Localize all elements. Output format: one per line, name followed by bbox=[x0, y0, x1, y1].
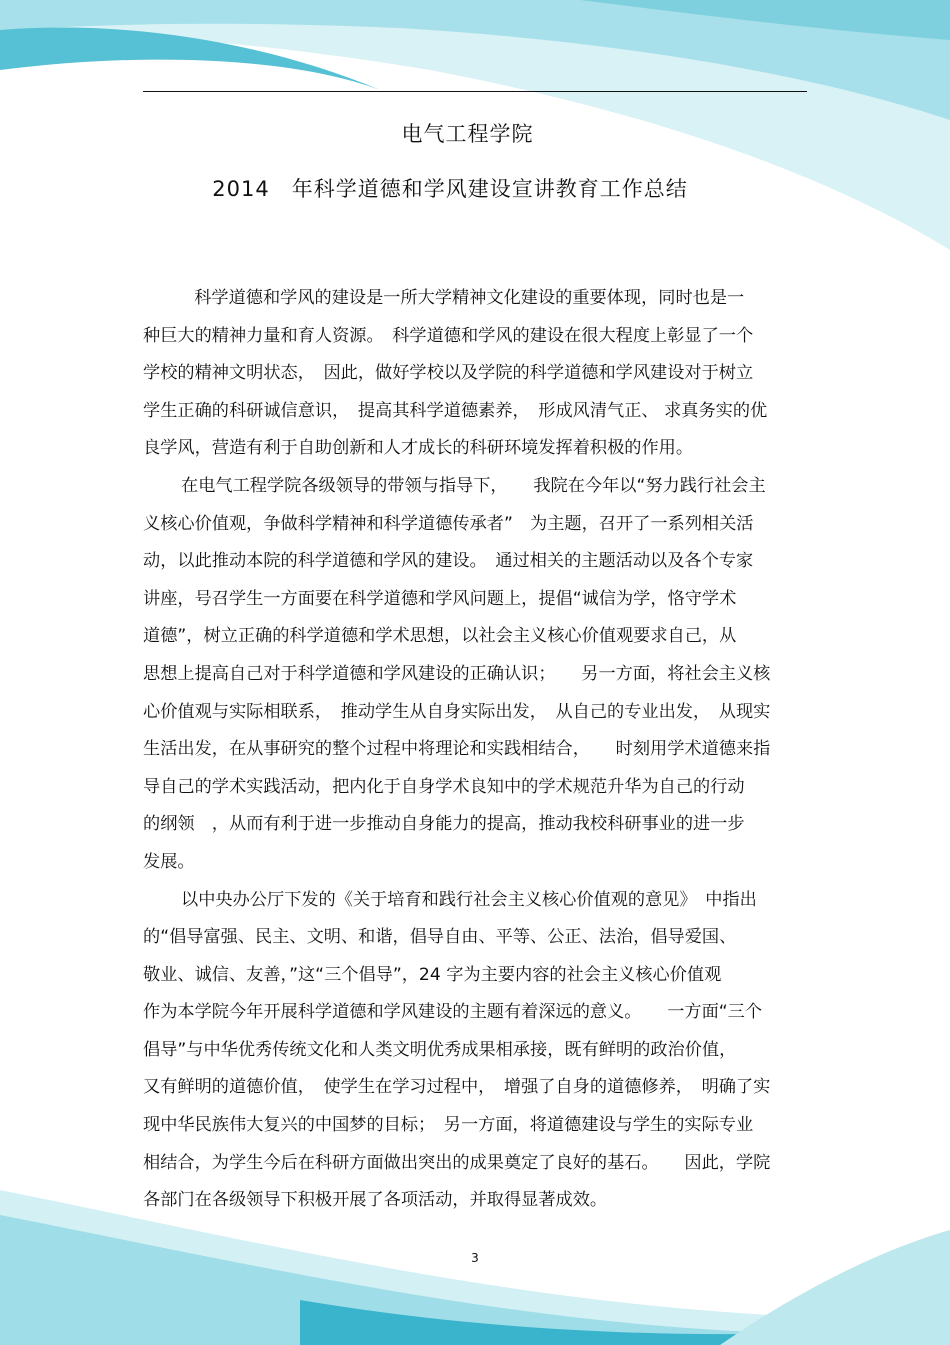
body-line: 各部门在各级领导下积极开展了各项活动，并取得显著成效。 bbox=[143, 1190, 608, 1211]
body-line: 倡导”与中华优秀传统文化和人类文明优秀成果相承接，既有鲜明的政治价值， bbox=[143, 1039, 737, 1060]
body-line: 科学道德和学风的建设是一所大学精神文化建设的重要体现，同时也是一 bbox=[177, 288, 745, 308]
body-line: 的纲领 ，从而有利于进一步推动自身能力的提高，推动我校科研事业的进一步 bbox=[143, 814, 745, 835]
document-subtitle: 2014 年科学道德和学风建设宣讲教育工作总结 bbox=[212, 177, 688, 201]
body-line: 良学风，营造有利于自助创新和人才成长的科研环境发挥着积极的作用。 bbox=[143, 438, 694, 459]
body-line: 在电气工程学院各级领导的带领与指导下， 我院在今年以“努力践行社会主 bbox=[181, 475, 766, 496]
body-line: 心价值观与实际相联系， 推动学生从自身实际出发， 从自己的专业出发， 从现实 bbox=[143, 701, 771, 722]
body-line: 义核心价值观，争做科学精神和科学道德传承者” 为主题，召开了一系列相关活 bbox=[143, 513, 754, 534]
body-line: 相结合，为学生今后在科研方面做出突出的成果奠定了良好的基石。 因此，学院 bbox=[143, 1152, 771, 1173]
page-number: 3 bbox=[471, 1251, 479, 1265]
document-title: 电气工程学院 bbox=[401, 122, 534, 146]
body-line: 学校的精神文明状态， 因此，做好学校以及学院的科学道德和学风建设对于树立 bbox=[143, 363, 754, 384]
body-line: 种巨大的精神力量和育人资源。 科学道德和学风的建设在很大程度上彰显了一个 bbox=[143, 325, 754, 346]
body-line: 动，以此推动本院的科学道德和学风的建设。 通过相关的主题活动以及各个专家 bbox=[143, 551, 754, 572]
body-line: 学生正确的科研诚信意识， 提高其科学道德素养， 形成风清气正、 求真务实的优 bbox=[143, 400, 768, 421]
body-line: 导自己的学术实践活动，把内化于自身学术良知中的学术规范升华为自己的行动 bbox=[143, 776, 745, 797]
body-line: 敬业、诚信、友善，”这“三个倡导”，24 字为主要内容的社会主义核心价值观 bbox=[143, 964, 722, 985]
body-line: 生活出发，在从事研究的整个过程中将理论和实践相结合， 时刻用学术道德来指 bbox=[143, 739, 771, 760]
body-line: 以中央办公厅下发的《关于培育和践行社会主义核心价值观的意见》 中指出 bbox=[181, 889, 757, 910]
body-line: 的“倡导富强、民主、文明、和谐，倡导自由、平等、公正、法治，倡导爱国、 bbox=[143, 927, 737, 948]
header-rule bbox=[143, 91, 807, 92]
body-line: 讲座，号召学生一方面要在科学道德和学风问题上，提倡“诚信为学，恪守学术 bbox=[143, 588, 737, 609]
body-line: 道德”，树立正确的科学道德和学术思想，以社会主义核心价值观要求自己，从 bbox=[143, 626, 737, 647]
body-line: 又有鲜明的道德价值， 使学生在学习过程中， 增强了自身的道德修养， 明确了实 bbox=[143, 1077, 771, 1098]
body-line: 思想上提高自己对于科学道德和学风建设的正确认识； 另一方面，将社会主义核 bbox=[143, 663, 771, 684]
body-line: 现中华民族伟大复兴的中国梦的目标； 另一方面，将道德建设与学生的实际专业 bbox=[143, 1115, 754, 1136]
document-body bbox=[143, 282, 807, 1222]
body-line: 作为本学院今年开展科学道德和学风建设的主题有着深远的意义。 一方面“三个 bbox=[143, 1002, 763, 1023]
body-line: 发展。 bbox=[143, 851, 195, 872]
